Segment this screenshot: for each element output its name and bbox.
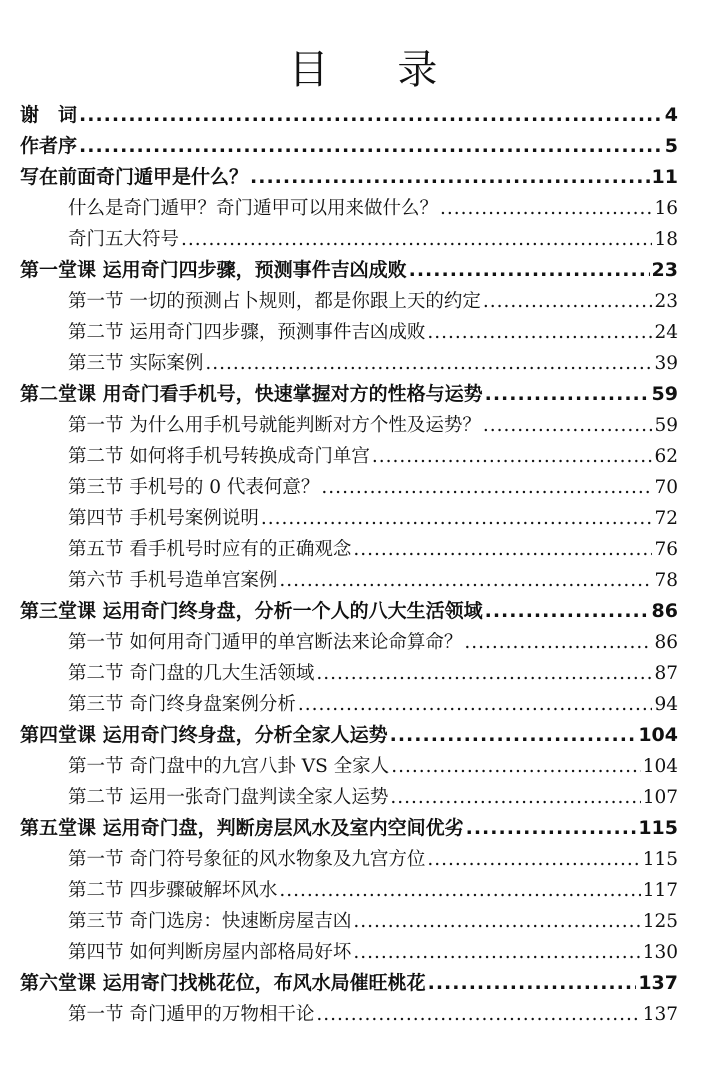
toc-page-number: 70 — [654, 477, 678, 498]
toc-section-entry[interactable] — [20, 348, 678, 379]
toc-entry-label: 第三节 手机号的 0 代表何意？ — [68, 477, 320, 498]
toc-entry-label: 第四堂课 运用奇门终身盘，分析全家人运势 — [20, 724, 388, 746]
dot-leader — [353, 906, 640, 937]
toc-chapter-entry[interactable] — [20, 162, 678, 193]
dot-leader — [279, 875, 640, 906]
toc-section-entry[interactable] — [20, 565, 678, 596]
dot-leader — [464, 627, 652, 658]
toc-entry-label: 第二节 运用一张奇门盘判读全家人运势 — [68, 787, 389, 808]
toc-entry-label: 作者序 — [20, 135, 78, 157]
dot-leader — [353, 937, 640, 968]
table-of-contents — [20, 100, 678, 1030]
toc-entry-label: 奇门五大符号 — [68, 229, 180, 250]
toc-entry-label: 第一节 奇门遁甲的万物相干论 — [68, 1004, 315, 1025]
toc-entry-label: 第一节 奇门符号象征的风水物象及九宫方位 — [68, 849, 426, 870]
toc-entry-label: 第一节 为什么用手机号就能判断对方个性及运势？ — [68, 415, 481, 436]
dot-leader — [261, 503, 653, 534]
toc-page-number: 117 — [642, 880, 678, 901]
toc-page-number: 86 — [651, 600, 678, 622]
toc-section-entry[interactable] — [20, 534, 678, 565]
toc-page-number: 104 — [642, 756, 678, 777]
toc-entry-label: 第五堂课 运用奇门盘，判断房层风水及室内空间优劣 — [20, 817, 464, 839]
toc-page-number: 78 — [654, 570, 678, 591]
toc-page-number: 130 — [642, 942, 678, 963]
dot-leader — [353, 534, 652, 565]
toc-entry-label: 第三节 奇门终身盘案例分析 — [68, 694, 296, 715]
toc-entry-label: 第三节 奇门选房：快速断房屋吉凶 — [68, 911, 352, 932]
toc-page-number: 16 — [654, 198, 678, 219]
toc-entry-label: 第二节 如何将手机号转换成奇门单宫 — [68, 446, 370, 467]
toc-page-number: 4 — [664, 104, 678, 126]
toc-section-entry[interactable] — [20, 906, 678, 937]
toc-entry-label: 第六堂课 运用寄门找桃花位，布风水局催旺桃花 — [20, 972, 426, 994]
toc-page-number: 11 — [651, 166, 678, 188]
toc-chapter-entry[interactable] — [20, 131, 678, 162]
dot-leader — [298, 689, 653, 720]
toc-page-number: 137 — [642, 1004, 678, 1025]
toc-section-entry[interactable] — [20, 193, 678, 224]
toc-page-number: 87 — [654, 663, 678, 684]
toc-page-number: 62 — [654, 446, 678, 467]
toc-section-entry[interactable] — [20, 751, 678, 782]
toc-chapter-entry[interactable] — [20, 100, 678, 131]
toc-page-number: 115 — [642, 849, 678, 870]
dot-leader — [483, 286, 653, 317]
dot-leader — [485, 596, 650, 627]
toc-entry-label: 写在前面奇门遁甲是什么？ — [20, 166, 249, 188]
toc-page-number: 76 — [654, 539, 678, 560]
dot-leader — [485, 379, 650, 410]
toc-page-number: 115 — [638, 817, 678, 839]
dot-leader — [316, 999, 640, 1030]
toc-page-number: 94 — [654, 694, 678, 715]
toc-entry-label: 第四节 手机号案例说明 — [68, 508, 259, 529]
dot-leader — [428, 968, 637, 999]
toc-entry-label: 第一节 奇门盘中的九宫八卦 VS 全家人 — [68, 756, 390, 777]
toc-page-number: 39 — [654, 353, 678, 374]
toc-page-number: 5 — [664, 135, 678, 157]
toc-entry-label: 第一节 一切的预测占卜规则，都是你跟上天的约定 — [68, 291, 481, 312]
toc-entry-label: 谢 词 — [20, 104, 78, 126]
toc-section-entry[interactable] — [20, 224, 678, 255]
toc-chapter-entry[interactable] — [20, 255, 678, 286]
dot-leader — [250, 162, 650, 193]
toc-section-entry[interactable] — [20, 627, 678, 658]
dot-leader — [79, 131, 663, 162]
dot-leader — [372, 441, 653, 472]
toc-page-number: 24 — [654, 322, 678, 343]
toc-page-number: 107 — [642, 787, 678, 808]
toc-section-entry[interactable] — [20, 937, 678, 968]
dot-leader — [321, 472, 652, 503]
toc-page-number: 104 — [638, 724, 678, 746]
toc-section-entry[interactable] — [20, 782, 678, 813]
dot-leader — [205, 348, 652, 379]
toc-page-number: 59 — [651, 383, 678, 405]
dot-leader — [427, 317, 652, 348]
toc-chapter-entry[interactable] — [20, 720, 678, 751]
dot-leader — [391, 751, 641, 782]
toc-entry-label: 第五节 看手机号时应有的正确观念 — [68, 539, 352, 560]
toc-entry-label: 第四节 如何判断房屋内部格局好坏 — [68, 942, 352, 963]
toc-entry-label: 第三堂课 运用奇门终身盘，分析一个人的八大生活领域 — [20, 600, 483, 622]
dot-leader — [440, 193, 652, 224]
toc-entry-label: 什么是奇门遁甲？奇门遁甲可以用来做什么？ — [68, 198, 439, 219]
toc-entry-label: 第六节 手机号造单宫案例 — [68, 570, 278, 591]
toc-page-number: 86 — [654, 632, 678, 653]
toc-entry-label: 第三节 实际案例 — [68, 353, 204, 374]
dot-leader — [390, 782, 640, 813]
dot-leader — [279, 565, 652, 596]
dot-leader — [79, 100, 663, 131]
toc-page-number: 59 — [654, 415, 678, 436]
toc-entry-label: 第二堂课 用奇门看手机号，快速掌握对方的性格与运势 — [20, 383, 483, 405]
toc-page-number: 23 — [654, 291, 678, 312]
toc-section-entry[interactable] — [20, 286, 678, 317]
toc-entry-label: 第一节 如何用奇门遁甲的单宫断法来论命算命？ — [68, 632, 463, 653]
toc-chapter-entry[interactable] — [20, 596, 678, 627]
toc-section-entry[interactable] — [20, 441, 678, 472]
toc-page-number: 23 — [651, 259, 678, 281]
dot-leader — [316, 658, 652, 689]
toc-section-entry[interactable] — [20, 658, 678, 689]
dot-leader — [427, 844, 640, 875]
toc-page-number: 137 — [638, 972, 678, 994]
toc-chapter-entry[interactable] — [20, 379, 678, 410]
toc-entry-label: 第一堂课 运用奇门四步骤，预测事件吉凶成败 — [20, 259, 407, 281]
toc-section-entry[interactable] — [20, 503, 678, 534]
dot-leader — [390, 720, 637, 751]
dot-leader — [181, 224, 652, 255]
toc-entry-label: 第二节 运用奇门四步骤，预测事件吉凶成败 — [68, 322, 426, 343]
toc-section-entry[interactable] — [20, 410, 678, 441]
toc-section-entry[interactable] — [20, 689, 678, 720]
toc-chapter-entry[interactable] — [20, 968, 678, 999]
toc-entry-label: 第二节 奇门盘的几大生活领域 — [68, 663, 315, 684]
dot-leader — [466, 813, 637, 844]
toc-chapter-entry[interactable] — [20, 813, 678, 844]
toc-section-entry[interactable] — [20, 999, 678, 1030]
dot-leader — [409, 255, 650, 286]
toc-page-number: 72 — [654, 508, 678, 529]
toc-section-entry[interactable] — [20, 317, 678, 348]
toc-section-entry[interactable] — [20, 875, 678, 906]
toc-section-entry[interactable] — [20, 844, 678, 875]
toc-entry-label: 第二节 四步骤破解坏风水 — [68, 880, 278, 901]
toc-section-entry[interactable] — [20, 472, 678, 503]
page-title: 目 录 — [288, 47, 466, 93]
toc-page-number: 18 — [654, 229, 678, 250]
dot-leader — [483, 410, 653, 441]
toc-page-number: 125 — [642, 911, 678, 932]
